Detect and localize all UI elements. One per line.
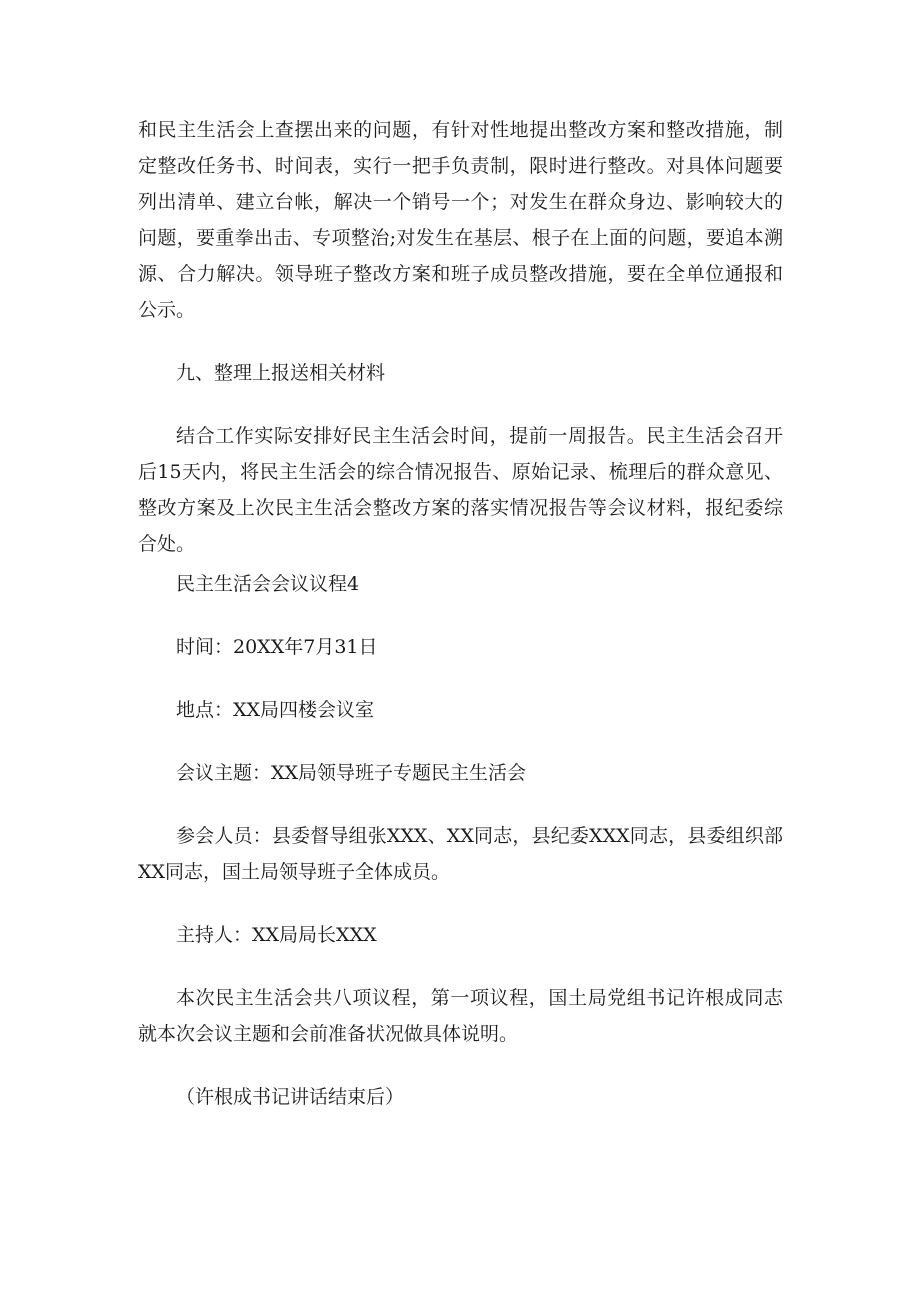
agenda-note: （许根成书记讲话结束后） — [176, 1086, 405, 1108]
meeting-place: 地点：XX局四楼会议室 — [176, 699, 375, 721]
section-heading-nine: 九、整理上报送相关材料 — [176, 362, 386, 384]
agenda-title: 民主生活会会议议程4 — [176, 573, 360, 595]
meeting-theme: 会议主题：XX局领导班子专题民主生活会 — [176, 762, 527, 784]
agenda-description: 本次民主生活会共八项议程，第一项议程，国土局党组书记许根成同志就本次会议主题和会前准备状况做具体说明。 — [138, 987, 783, 1045]
meeting-attendees: 参会人员：县委督导组张XXX、XX同志，县纪委XXX同志，县委组织部XX同志，国土局领导班子全体成员。 — [138, 825, 783, 883]
document-body — [138, 112, 783, 1115]
meeting-time: 时间：20XX年7月31日 — [176, 636, 378, 658]
paragraph-rectification: 和民主生活会上查摆出来的问题，有针对性地提出整改方案和整改措施，制定整改任务书、时间表，实行一把手负责制，限时进行整改。对具体问题要列出清单、建立台帐，解决一个销号一个；对发生在群众身边、影响较大的问题，要重拳出击、专项整治;对发生在基层、根子在上面的问题，要追本溯源、合力解决。领导班子整改方案和班子成员整改措施，要在全单位通报和公示。 — [138, 119, 783, 321]
paragraph-report-materials: 结合工作实际安排好民主生活会时间，提前一周报告。民主生活会召开后15天内，将民主生活会的综合情况报告、原始记录、梳理后的群众意见、整改方案及上次民主生活会整改方案的落实情况报告等会议材料，报纪委综合处。 — [138, 425, 783, 555]
meeting-host: 主持人：XX局局长XXX — [176, 924, 377, 946]
